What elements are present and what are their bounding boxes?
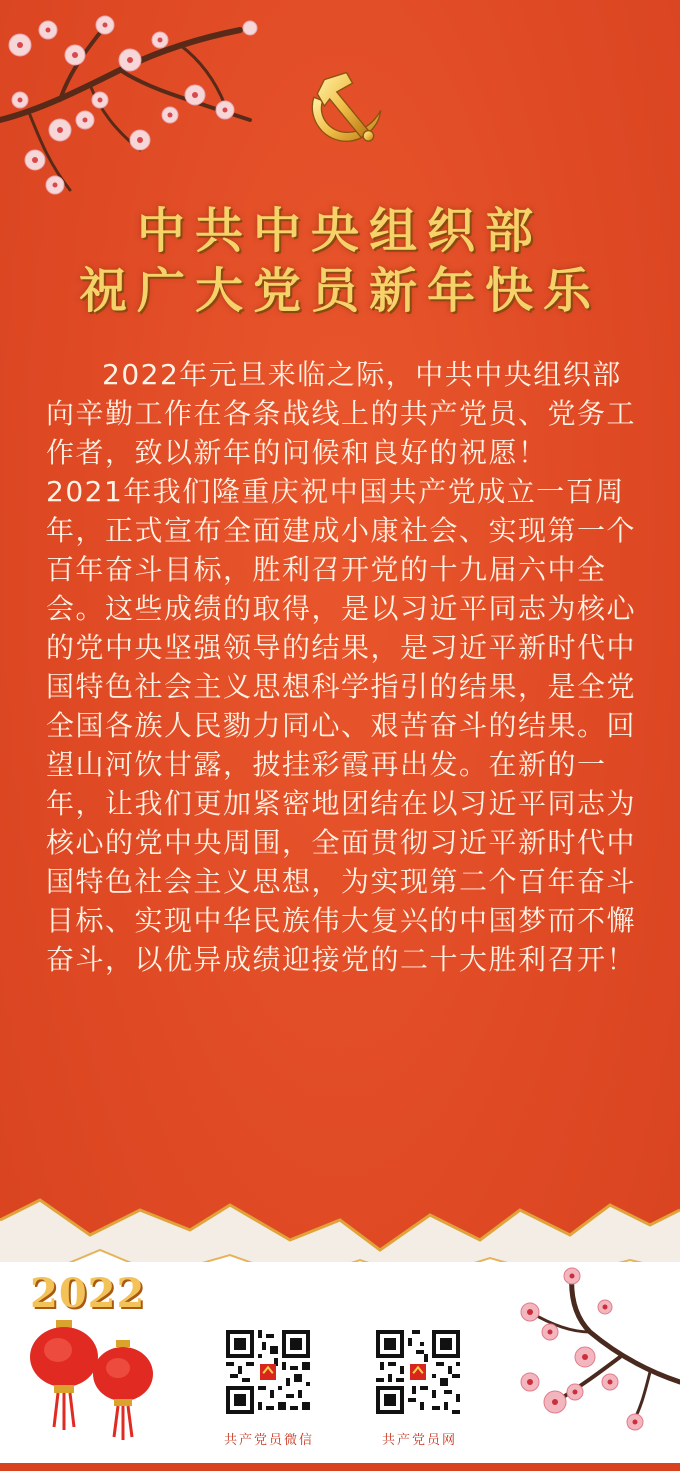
message-body bbox=[46, 355, 636, 979]
year-2022: 2022 bbox=[30, 1270, 146, 1317]
qr-code-website[interactable] bbox=[376, 1330, 460, 1414]
plum-blossom-branch-bottom-right bbox=[500, 1262, 680, 1432]
bottom-bar bbox=[0, 1463, 680, 1471]
message-paragraph-1: 2022年元旦来临之际，中共中央组织部向辛勤工作在各条战线上的共产党员、党务工作者，致以新年的问候和良好的祝愿！ bbox=[46, 358, 637, 469]
qr-code-wechat[interactable] bbox=[226, 1330, 310, 1414]
plum-blossom-branch-top-left bbox=[0, 0, 280, 210]
message-paragraph-2: 2021年我们隆重庆祝中国共产党成立一百周年，正式宣布全面建成小康社会、实现第一个百年奋斗目标，胜利召开党的十九届六中全会。这些成绩的取得，是以习近平同志为核心的党中央坚强领导的结果，是习近平新时代中国特色社会主义思想科学指引的结果，是全党全国各族人民勠力同心、艰苦奋斗的结果。回望山河饮甘露，披挂彩霞再出发。在新的一年，让我们更加紧密地团结在以习近平同志为核心的党中央周围，全面贯彻习近平新时代中国特色社会主义思想，为实现第二个百年奋斗目标、实现中华民族伟大复兴的中国梦而不懈奋斗，以优异成绩迎接党的二十大胜利召开！ bbox=[46, 475, 637, 976]
qr-label-wechat: 共产党员微信 bbox=[224, 1433, 315, 1448]
lantern-icon bbox=[18, 1312, 168, 1452]
qr-label-website: 共产党员网 bbox=[382, 1433, 458, 1448]
title-line-2: 祝广大党员新年快乐 bbox=[78, 263, 601, 319]
party-emblem-icon bbox=[298, 62, 386, 150]
title-line-1: 中共中央组织部 bbox=[136, 203, 543, 259]
